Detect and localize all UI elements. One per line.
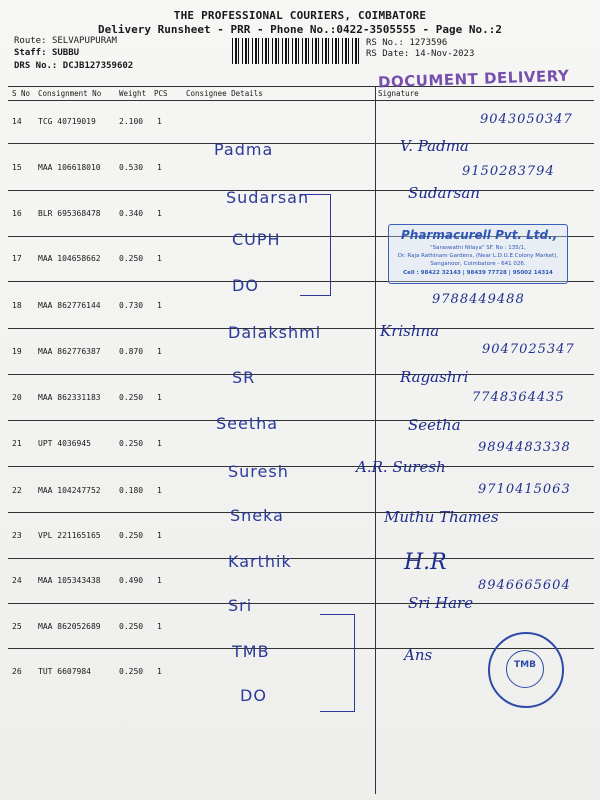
handwritten-name: TMB bbox=[232, 642, 270, 661]
row-sno: 25 bbox=[12, 622, 22, 631]
row-pcs: 1 bbox=[157, 486, 162, 495]
handwritten-name: Suresh bbox=[228, 462, 289, 481]
signature: Ragashri bbox=[400, 368, 469, 386]
row-weight: 2.100 bbox=[119, 117, 144, 126]
signature: H.R bbox=[404, 550, 447, 575]
bank-seal-stamp bbox=[488, 632, 564, 708]
row-consignment: MAA 106618010 bbox=[38, 163, 101, 172]
row-weight: 0.530 bbox=[119, 163, 144, 172]
row-rule bbox=[8, 558, 594, 559]
row-sno: 16 bbox=[12, 209, 22, 218]
signature: Sudarsan bbox=[408, 184, 480, 202]
row-consignment: MAA 862331183 bbox=[38, 393, 101, 402]
row-sno: 23 bbox=[12, 531, 22, 540]
row-pcs: 1 bbox=[157, 209, 162, 218]
handwritten-phone: 9150283794 bbox=[462, 164, 555, 179]
document-delivery-stamp: DOCUMENT DELIVERY bbox=[377, 66, 570, 92]
pharma-line: Cell : 98422 32143 | 98439 77728 | 95002 14314 bbox=[403, 270, 553, 276]
row-sno: 22 bbox=[12, 486, 22, 495]
row-weight: 0.250 bbox=[119, 667, 144, 676]
row-weight: 0.250 bbox=[119, 622, 144, 631]
handwritten-bracket bbox=[300, 194, 331, 296]
row-sno: 17 bbox=[12, 254, 22, 263]
handwritten-name: Sneka bbox=[230, 506, 284, 525]
pharmacurell-stamp bbox=[388, 224, 568, 284]
handwritten-name: CUPH bbox=[232, 230, 281, 249]
handwritten-name: Padma bbox=[214, 140, 274, 159]
row-weight: 0.250 bbox=[119, 393, 144, 402]
handwritten-name: SR bbox=[232, 368, 256, 387]
row-sno: 20 bbox=[12, 393, 22, 402]
row-pcs: 1 bbox=[157, 163, 162, 172]
row-consignment: UPT 4036945 bbox=[38, 439, 91, 448]
row-sno: 15 bbox=[12, 163, 22, 172]
company-name: THE PROFESSIONAL COURIERS, COIMBATORE bbox=[173, 9, 427, 22]
handwritten-name: Sri bbox=[228, 596, 253, 615]
col-sno: S No bbox=[12, 89, 31, 98]
row-pcs: 1 bbox=[157, 531, 162, 540]
row-pcs: 1 bbox=[157, 117, 162, 126]
pharma-line: Dr. Raja Rathinam Gardens, (Near L.D.U.E.Colony Market), bbox=[397, 253, 559, 259]
col-details: Consignee Details bbox=[186, 89, 263, 98]
row-consignment: MAA 862052689 bbox=[38, 622, 101, 631]
staff-field bbox=[14, 48, 79, 58]
row-consignment: MAA 104658662 bbox=[38, 254, 101, 263]
row-consignment: MAA 104247752 bbox=[38, 486, 101, 495]
rs-no-label: RS No.: bbox=[366, 38, 404, 48]
runsheet-subtitle: Delivery Runsheet - PRR - Phone No.:0422-3505555 - Page No.:2 bbox=[98, 23, 502, 36]
row-weight: 0.730 bbox=[119, 301, 144, 310]
handwritten-phone: 9894483338 bbox=[478, 440, 571, 455]
signature: A.R. Suresh bbox=[356, 458, 446, 476]
drs-field bbox=[14, 61, 133, 71]
table-row bbox=[0, 531, 600, 551]
pharma-title: Pharmacurell Pvt. Ltd., bbox=[401, 228, 558, 242]
col-pcs: PCS bbox=[154, 89, 168, 98]
row-pcs: 1 bbox=[157, 347, 162, 356]
row-weight: 0.250 bbox=[119, 531, 144, 540]
row-pcs: 1 bbox=[157, 393, 162, 402]
row-sno: 18 bbox=[12, 301, 22, 310]
signature: Ans bbox=[404, 646, 433, 664]
rs-date-value: 14-Nov-2023 bbox=[414, 49, 475, 59]
row-weight: 0.870 bbox=[119, 347, 144, 356]
row-consignment: MAA 862776144 bbox=[38, 301, 101, 310]
row-rule bbox=[8, 374, 594, 375]
row-rule bbox=[8, 603, 594, 604]
rs-date-label: RS Date: bbox=[366, 49, 410, 59]
route-label: Route: bbox=[14, 36, 47, 46]
handwritten-name: Dalakshmi bbox=[228, 323, 322, 342]
handwritten-name: Seetha bbox=[216, 414, 279, 433]
handwritten-bracket bbox=[320, 614, 355, 712]
rs-no-value: 1273596 bbox=[409, 38, 448, 48]
handwritten-name: Karthik bbox=[228, 552, 292, 571]
staff-value: SUBBU bbox=[51, 48, 80, 58]
handwritten-phone: 9047025347 bbox=[482, 342, 575, 357]
row-sno: 19 bbox=[12, 347, 22, 356]
row-sno: 14 bbox=[12, 117, 22, 126]
col-consignment: Consignment No bbox=[38, 89, 102, 98]
drs-label: DRS No.: bbox=[14, 61, 58, 71]
row-consignment: MAA 862776387 bbox=[38, 347, 101, 356]
drs-value: DCJB127359602 bbox=[62, 61, 134, 71]
handwritten-phone: 8946665604 bbox=[478, 578, 571, 593]
rs-date-field bbox=[366, 49, 474, 59]
row-rule bbox=[8, 143, 594, 144]
row-consignment: TUT 6607984 bbox=[38, 667, 91, 676]
staff-label: Staff: bbox=[14, 48, 47, 58]
bank-seal-center bbox=[506, 650, 544, 688]
row-weight: 0.490 bbox=[119, 576, 144, 585]
signature: Seetha bbox=[408, 416, 461, 434]
col-weight: Weight bbox=[119, 89, 147, 98]
signature: V. Padma bbox=[400, 137, 469, 155]
route-value: SELVAPUPURAM bbox=[51, 36, 117, 46]
row-consignment: BLR 695368478 bbox=[38, 209, 101, 218]
bank-seal-label: TMB bbox=[514, 660, 536, 670]
signature: Muthu Thames bbox=[384, 508, 499, 526]
handwritten-phone: 7748364435 bbox=[472, 390, 565, 405]
row-pcs: 1 bbox=[157, 622, 162, 631]
row-pcs: 1 bbox=[157, 254, 162, 263]
row-sno: 21 bbox=[12, 439, 22, 448]
row-pcs: 1 bbox=[157, 439, 162, 448]
route-field bbox=[14, 36, 117, 46]
row-weight: 0.180 bbox=[119, 486, 144, 495]
table-header-rule bbox=[8, 100, 594, 101]
handwritten-phone: 9788449488 bbox=[432, 292, 525, 307]
rs-no-field bbox=[366, 38, 447, 48]
row-weight: 0.340 bbox=[119, 209, 144, 218]
pharma-line: "Saraswathi Nilaya" SF. No : 135/1, bbox=[430, 245, 526, 251]
handwritten-phone: 9710415063 bbox=[478, 482, 571, 497]
row-pcs: 1 bbox=[157, 667, 162, 676]
pharma-line: Sanganoor, Coimbatore - 641 026. bbox=[430, 261, 526, 267]
row-sno: 26 bbox=[12, 667, 22, 676]
handwritten-phone: 9043050347 bbox=[480, 112, 573, 127]
row-consignment: VPL 221165165 bbox=[38, 531, 101, 540]
handwritten-name: Sudarsan bbox=[226, 188, 310, 207]
row-rule bbox=[8, 466, 594, 467]
row-weight: 0.250 bbox=[119, 439, 144, 448]
row-rule bbox=[8, 420, 594, 421]
handwritten-name: DO bbox=[232, 276, 259, 295]
row-sno: 24 bbox=[12, 576, 22, 585]
handwritten-name: DO bbox=[240, 686, 267, 705]
row-pcs: 1 bbox=[157, 301, 162, 310]
row-consignment: MAA 105343438 bbox=[38, 576, 101, 585]
col-signature: Signature bbox=[378, 89, 419, 98]
row-pcs: 1 bbox=[157, 576, 162, 585]
barcode bbox=[232, 38, 362, 64]
signature: Krishna bbox=[380, 322, 440, 340]
row-consignment: TCG 40719019 bbox=[38, 117, 96, 126]
row-weight: 0.250 bbox=[119, 254, 144, 263]
row-rule bbox=[8, 512, 594, 513]
signature: Sri Hare bbox=[408, 594, 474, 612]
